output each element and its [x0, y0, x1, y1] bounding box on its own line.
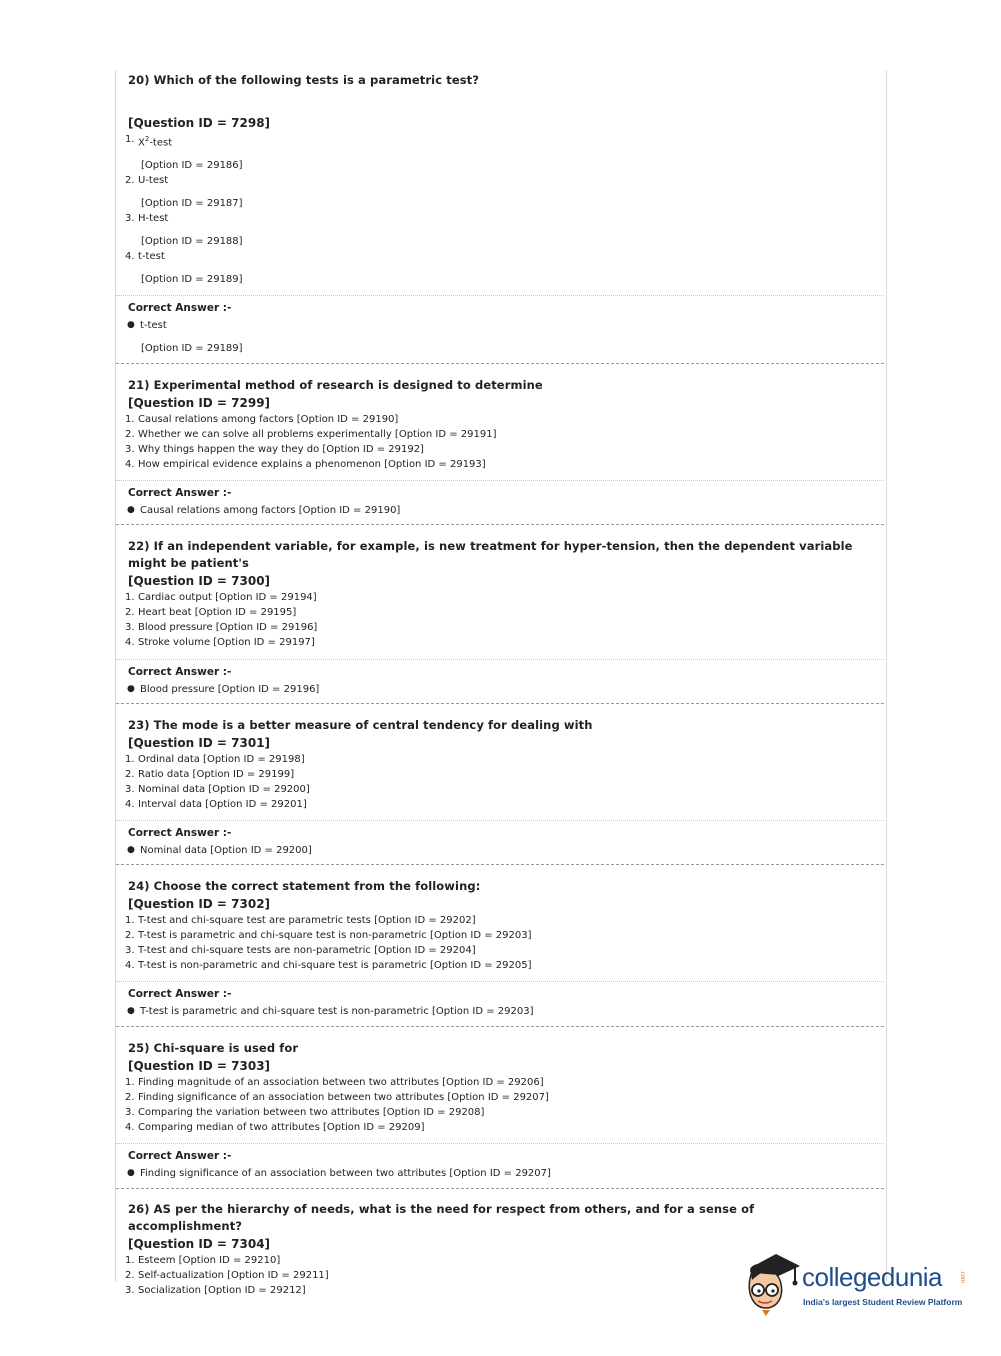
option-4: 4. Stroke volume [Option ID = 29197] — [125, 637, 315, 648]
option-2: 2. Heart beat [Option ID = 29195] — [125, 607, 297, 618]
question-24 — [125, 878, 868, 973]
divider — [116, 820, 884, 821]
option-4: 4. Comparing median of two attributes [Option ID = 29209] — [125, 1122, 425, 1133]
option-3: 3. Why things happen the way they do [Option ID = 29192] — [125, 444, 424, 455]
option-2: 2. Self-actualization [Option ID = 29211] — [125, 1270, 329, 1281]
divider — [116, 295, 884, 296]
separator — [116, 524, 884, 525]
correct-answer-24 — [128, 986, 868, 1019]
question-text: 20) Which of the following tests is a parametric test? — [128, 73, 480, 87]
separator — [116, 703, 884, 704]
option-id: [Option ID = 29187] — [141, 198, 243, 210]
correct-answer: ● Blood pressure [Option ID = 29196] — [127, 684, 320, 695]
separator — [116, 363, 884, 364]
separator — [116, 864, 884, 865]
correct-answer-label: Correct Answer :- — [128, 1150, 232, 1162]
question-21 — [125, 377, 868, 472]
option-3: 3. Comparing the variation between two attributes [Option ID = 29208] — [125, 1107, 485, 1118]
correct-answer: ● T-test is parametric and chi-square test is non-parametric [Option ID = 29203] — [127, 1006, 534, 1017]
divider — [116, 480, 884, 481]
logo-tagline: India's largest Student Review Platform — [803, 1297, 963, 1307]
option-1: 1. T-test and chi-square test are parametric tests [Option ID = 29202] — [125, 915, 476, 926]
collegedunia-logo[interactable] — [742, 1248, 972, 1318]
option-id: [Option ID = 29189] — [141, 274, 243, 286]
question-id: [Question ID = 7298] — [128, 116, 271, 130]
correct-answer-20 — [128, 300, 868, 356]
option-id: [Option ID = 29189] — [141, 343, 243, 354]
correct-answer-label: Correct Answer :- — [128, 487, 232, 499]
correct-answer-label: Correct Answer :- — [128, 827, 232, 839]
correct-answer-25 — [128, 1148, 868, 1181]
correct-answer-label: Correct Answer :- — [128, 666, 232, 678]
correct-answer-23 — [128, 825, 868, 858]
option-4: 4. t-test — [125, 251, 165, 263]
option-1: 1. Ordinal data [Option ID = 29198] — [125, 754, 305, 765]
question-text: 24) Choose the correct statement from the following: — [128, 879, 481, 893]
option-4: 4. How empirical evidence explains a phenomenon [Option ID = 29193] — [125, 459, 486, 470]
mascot-icon — [742, 1248, 802, 1318]
logo-domain: .com — [959, 1270, 965, 1284]
question-id: [Question ID = 7300] — [128, 574, 271, 588]
option-4: 4. T-test is non-parametric and chi-square test is parametric [Option ID = 29205] — [125, 960, 532, 971]
option-1: 1. Finding magnitude of an association between two attributes [Option ID = 29206] — [125, 1077, 544, 1088]
option-2: 2. Finding significance of an association between two attributes [Option ID = 29207] — [125, 1092, 549, 1103]
correct-answer: ● Finding significance of an association between two attributes [Option ID = 29207] — [127, 1168, 551, 1179]
option-2: 2. U-test — [125, 175, 169, 187]
option-2: 2. Whether we can solve all problems experimentally [Option ID = 29191] — [125, 429, 497, 440]
option-3: 3. H-test — [125, 213, 169, 225]
question-20 — [125, 72, 868, 287]
correct-answer-21 — [128, 485, 868, 518]
option-1: 1. Esteem [Option ID = 29210] — [125, 1255, 281, 1266]
option-2: 2. T-test is parametric and chi-square test is non-parametric [Option ID = 29203] — [125, 930, 532, 941]
correct-answer-label: Correct Answer :- — [128, 302, 232, 314]
option-1: 1. $X^2$-test — [125, 134, 173, 149]
correct-answer: ● Causal relations among factors [Option ID = 29190] — [127, 505, 401, 516]
option-4: 4. Interval data [Option ID = 29201] — [125, 799, 307, 810]
divider — [116, 981, 884, 982]
option-id: [Option ID = 29188] — [141, 236, 243, 248]
option-3: 3. T-test and chi-square tests are non-parametric [Option ID = 29204] — [125, 945, 476, 956]
question-id: [Question ID = 7304] — [128, 1237, 271, 1251]
question-22 — [125, 538, 868, 650]
question-id: [Question ID = 7301] — [128, 736, 271, 750]
question-text: 21) Experimental method of research is designed to determine — [128, 378, 543, 392]
separator — [116, 1026, 884, 1027]
correct-answer-22 — [128, 664, 868, 697]
correct-answer-label: Correct Answer :- — [128, 988, 232, 1000]
option-id: [Option ID = 29186] — [141, 160, 243, 172]
correct-answer: ● t-test — [127, 320, 167, 331]
question-text: 26) AS per the hierarchy of needs, what is the need for respect from others, and for a sense of accomplishment? — [128, 1202, 755, 1233]
logo-wordmark: collegedunia — [802, 1262, 943, 1292]
option-1: 1. Cardiac output [Option ID = 29194] — [125, 592, 317, 603]
option-3: 3. Nominal data [Option ID = 29200] — [125, 784, 310, 795]
question-25 — [125, 1040, 868, 1135]
question-id: [Question ID = 7299] — [128, 396, 271, 410]
option-3: 3. Socialization [Option ID = 29212] — [125, 1285, 306, 1296]
option-3: 3. Blood pressure [Option ID = 29196] — [125, 622, 318, 633]
divider — [116, 659, 884, 660]
divider — [116, 1143, 884, 1144]
question-id: [Question ID = 7302] — [128, 897, 271, 911]
option-1: 1. Causal relations among factors [Option ID = 29190] — [125, 414, 399, 425]
question-text: 22) If an independent variable, for example, is new treatment for hyper-tension, then the dependent variable might be patient's — [128, 539, 853, 570]
question-23 — [125, 717, 868, 812]
separator — [116, 1188, 884, 1189]
option-2: 2. Ratio data [Option ID = 29199] — [125, 769, 295, 780]
question-text: 23) The mode is a better measure of central tendency for dealing with — [128, 718, 593, 732]
question-id: [Question ID = 7303] — [128, 1059, 271, 1073]
correct-answer: ● Nominal data [Option ID = 29200] — [127, 845, 312, 856]
question-text: 25) Chi-square is used for — [128, 1041, 299, 1055]
